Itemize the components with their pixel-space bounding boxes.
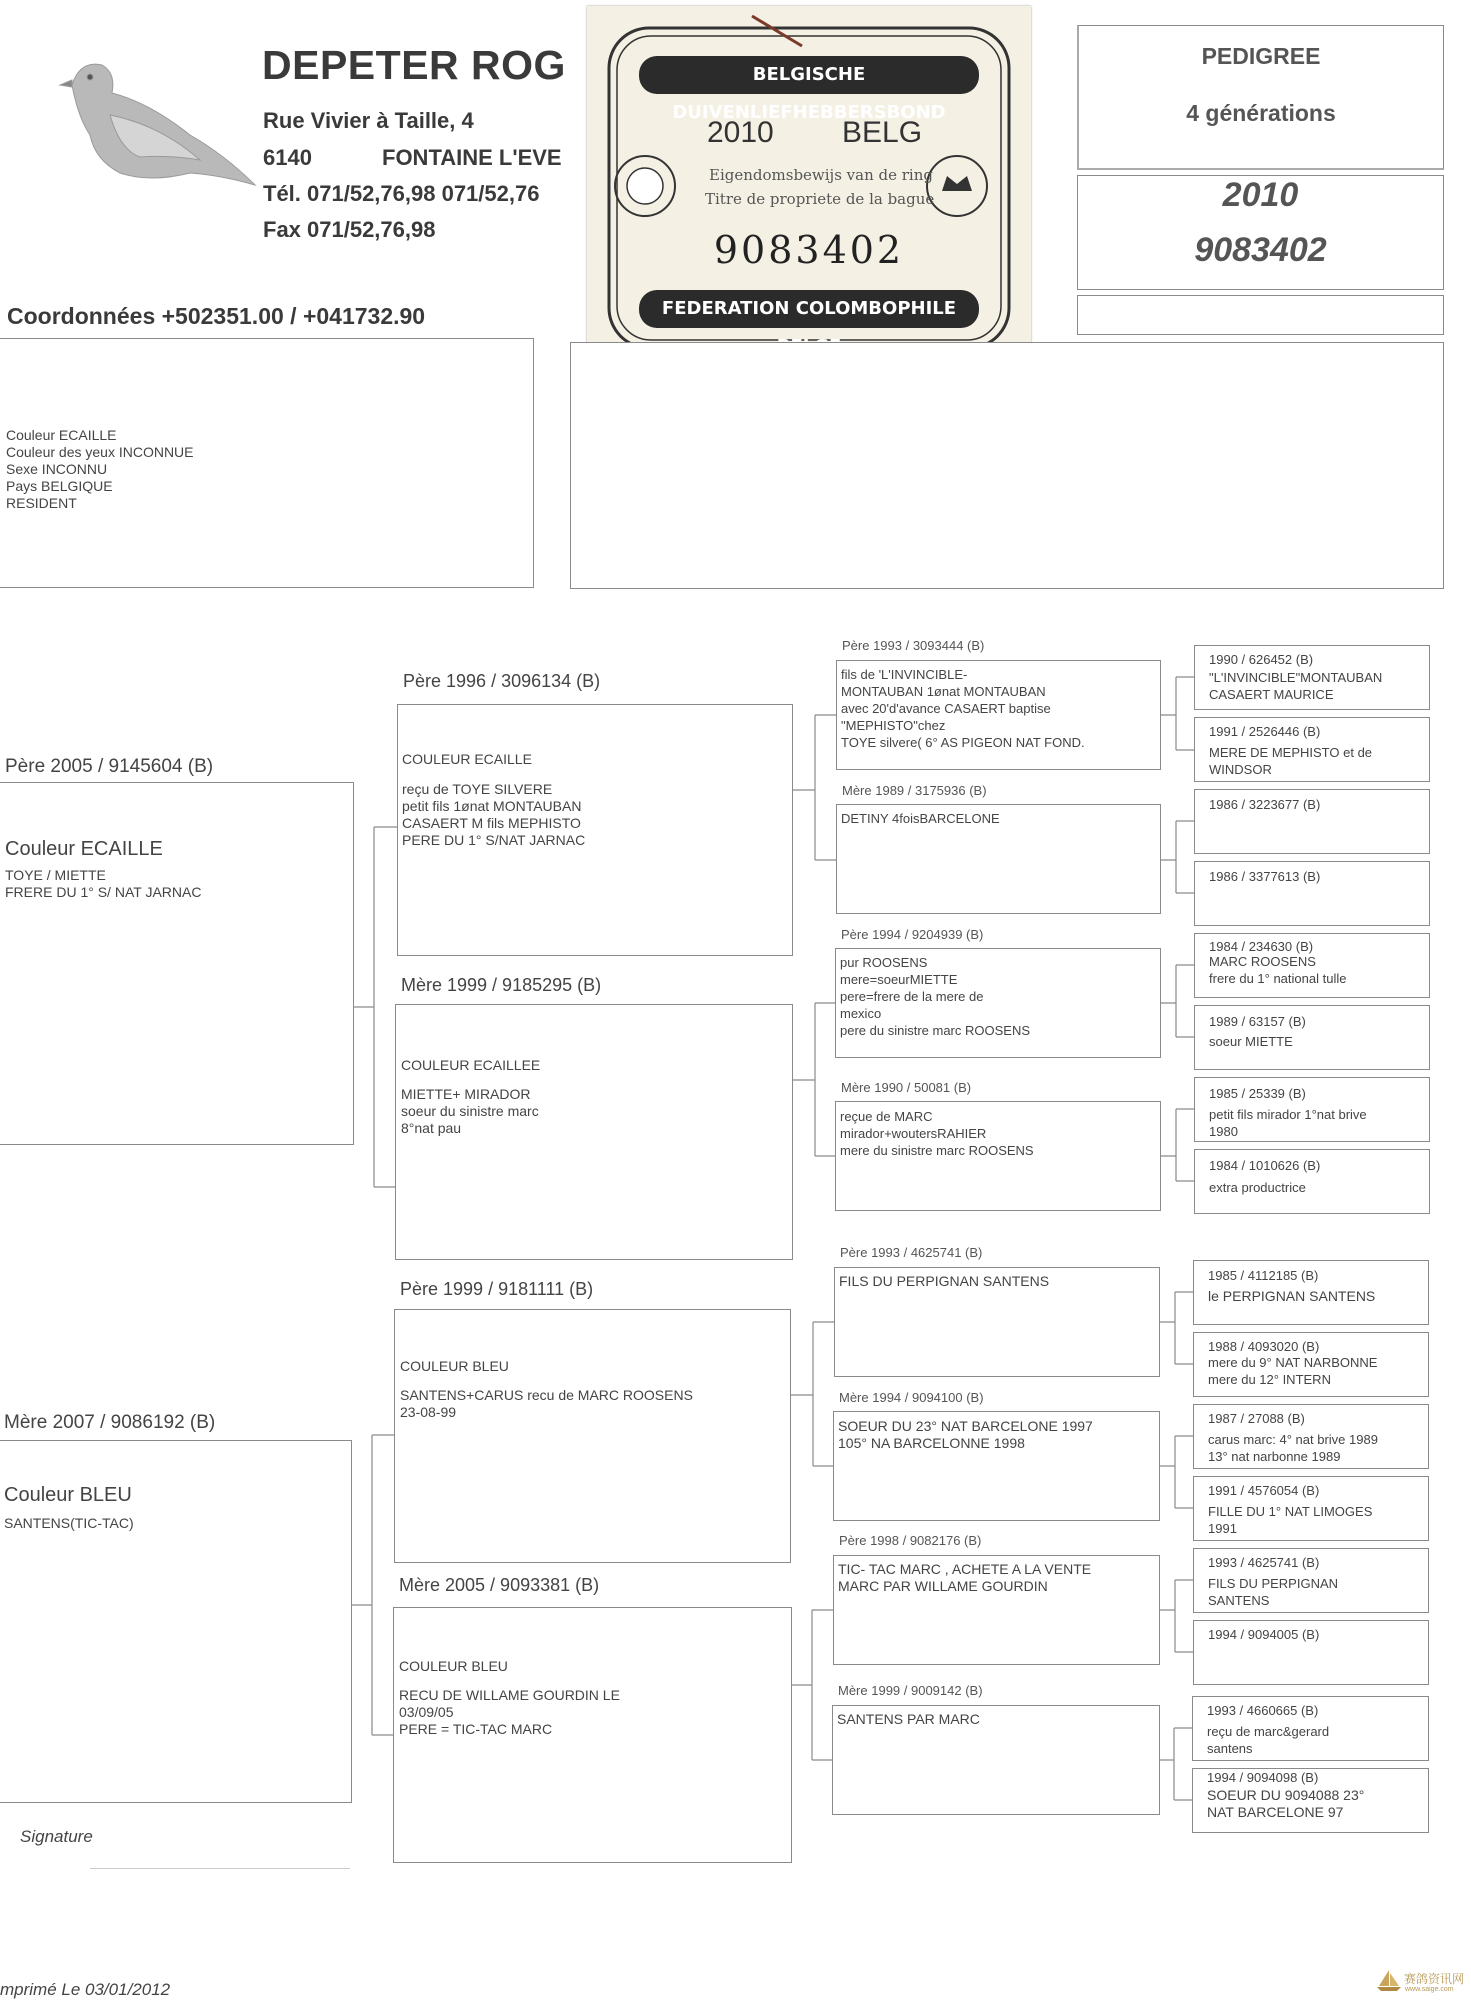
breeder-phone: Tél. 071/52,76,98 071/52,76 [263,181,540,206]
gen3-notes-0: fils de 'L'INVINCIBLE- MONTAUBAN 1ønat MONTAUBAN avec 20'd'avance CASAERT baptise "MEPHISTO"chez TOYE silvere( 6° AS PIGEON NAT FOND. [841,667,1085,750]
watermark-text: 赛鸽资讯网 [1404,1972,1465,1986]
gen2-notes-0: reçu de TOYE SILVERE petit fils 1ønat MONTAUBAN CASAERT M fils MEPHISTO PERE DU 1° S/NAT JARNAC [402,781,586,848]
gen2-notes-3: RECU DE WILLAME GOURDIN LE 03/09/05 PERE = TIC-TAC MARC [399,1687,620,1737]
gen1-label-0: Père 2005 / 9145604 (B) [5,756,214,777]
gen4-label-9: 1988 / 4093020 (B) [1208,1339,1320,1354]
gen2-color-0: COULEUR ECAILLE [402,751,532,767]
gen4-label-2: 1986 / 3223677 (B) [1209,797,1321,812]
gen3-label-7: Mère 1999 / 9009142 (B) [838,1683,983,1698]
gen3-notes-2: pur ROOSENS mere=soeurMIETTE pere=frere de la mere de mexico pere du sinistre marc ROOSENS [840,955,1031,1038]
gen2-label-3: Mère 2005 / 9093381 (B) [399,1575,600,1595]
printed-date: mprimé Le 03/01/2012 [0,1980,171,1999]
gen4-notes-11: FILLE DU 1° NAT LIMOGES 1991 [1208,1504,1373,1536]
card-bottom-banner: FEDERATION COLOMBOPHILE [639,290,979,328]
gen1-color-0: Couleur ECAILLE [5,838,163,860]
ring-number: 9083402 [1194,231,1327,269]
gen3-label-4: Père 1993 / 4625741 (B) [840,1245,983,1260]
gen4-notes-8: le PERPIGNAN SANTENS [1208,1288,1376,1304]
gen2-notes-1: MIETTE+ MIRADOR soeur du sinistre marc 8°nat pau [401,1086,539,1136]
breeder-fax: Fax 071/52,76,98 [263,217,436,242]
breeder-city: FONTAINE L'EVE [382,145,562,170]
gen3-label-2: Père 1994 / 9204939 (B) [841,927,984,942]
gen2-color-3: COULEUR BLEU [399,1658,508,1674]
gen4-label-12: 1993 / 4625741 (B) [1208,1555,1320,1570]
gen2-color-1: COULEUR ECAILLEE [401,1057,541,1073]
gen3-notes-6: TIC- TAC MARC , ACHETE A LA VENTE MARC PAR WILLAME GOURDIN [838,1561,1092,1594]
breeder-postal-code: 6140 [263,145,312,170]
gen2-label-1: Mère 1999 / 9185295 (B) [401,975,602,995]
gen2-notes-2: SANTENS+CARUS recu de MARC ROOSENS 23-08-99 [400,1387,693,1420]
gen4-notes-12: FILS DU PERPIGNAN SANTENS [1208,1576,1339,1608]
gen4-label-13: 1994 / 9094005 (B) [1208,1627,1320,1642]
gen4-notes-10: carus marc: 4° nat brive 1989 13° nat narbonne 1989 [1208,1432,1378,1464]
gen3-notes-1: DETINY 4foisBARCELONE [841,811,1000,826]
ring-year: 2010 [1222,176,1299,214]
gen4-label-3: 1986 / 3377613 (B) [1209,869,1321,884]
gen3-notes-3: reçue de MARC mirador+woutersRAHIER mere du sinistre marc ROOSENS [840,1109,1034,1158]
gen4-notes-7: extra productrice [1209,1180,1306,1195]
gen3-label-0: Père 1993 / 3093444 (B) [842,638,985,653]
gen4-label-5: 1989 / 63157 (B) [1209,1014,1306,1029]
gen3-notes-5: SOEUR DU 23° NAT BARCELONE 1997 105° NA BARCELONNE 1998 [838,1418,1093,1451]
gen2-color-2: COULEUR BLEU [400,1358,509,1374]
breeder-name: DEPETER ROG [262,42,566,88]
gen4-label-6: 1985 / 25339 (B) [1209,1086,1306,1101]
gen1-color-1: Couleur BLEU [4,1484,132,1506]
gen3-label-1: Mère 1989 / 3175936 (B) [842,783,987,798]
card-line-fr: Titre de propriete de la bague [705,190,935,208]
watermark-url: www.saige.com [1405,1986,1454,1993]
gen4-label-0: 1990 / 626452 (B) [1209,652,1314,667]
card-top-banner: BELGISCHE DUIVENLIEFHEBBERSBOND [639,56,979,94]
bird-info-text: Couleur ECAILLE Couleur des yeux INCONNUE Sexe INCONNU Pays BELGIQUE RESIDENT [6,427,194,511]
gen2-label-0: Père 1996 / 3096134 (B) [403,671,601,691]
gen4-notes-14: reçu de marc&gerard santens [1207,1724,1330,1756]
gen1-notes-1: SANTENS(TIC-TAC) [4,1515,134,1531]
signature-label: Signature [20,1827,93,1846]
breeder-address: Rue Vivier à Taille, 4 [263,108,474,133]
gen3-label-5: Mère 1994 / 9094100 (B) [839,1390,984,1405]
gen3-notes-7: SANTENS PAR MARC [837,1711,980,1727]
gen4-notes-5: soeur MIETTE [1209,1034,1293,1049]
gen4-label-8: 1985 / 4112185 (B) [1208,1268,1319,1283]
gen4-label-7: 1984 / 1010626 (B) [1209,1158,1321,1173]
gen2-label-2: Père 1999 / 9181111 (B) [400,1279,594,1299]
coordinates: Coordonnées +502351.00 / +041732.90 [7,303,426,329]
gen4-notes-15: SOEUR DU 9094088 23° NAT BARCELONE 97 [1207,1787,1365,1820]
gen3-notes-4: FILS DU PERPIGNAN SANTENS [839,1273,1050,1289]
gen4-notes-0: "L'INVINCIBLE"MONTAUBAN CASAERT MAURICE [1209,670,1383,702]
gen4-label-1: 1991 / 2526446 (B) [1209,724,1321,739]
gen4-label-10: 1987 / 27088 (B) [1208,1411,1305,1426]
gen3-label-6: Père 1998 / 9082176 (B) [839,1533,982,1548]
pedigree-subtitle: 4 générations [1186,100,1336,126]
gen4-notes-4: MARC ROOSENS frere du 1° national tulle [1209,954,1347,986]
gen3-label-3: Mère 1990 / 50081 (B) [841,1080,972,1095]
gen1-label-1: Mère 2007 / 9086192 (B) [4,1412,216,1433]
gen4-notes-9: mere du 9° NAT NARBONNE mere du 12° INTERN [1208,1355,1378,1387]
gen1-notes-0: TOYE / MIETTE FRERE DU 1° S/ NAT JARNAC [5,867,202,900]
sailboat-logo-icon [1375,1968,1403,1992]
card-ring-number: 9083402 [713,228,905,272]
pedigree-title: PEDIGREE [1201,43,1321,69]
card-year: 2010 [707,116,774,149]
card-line-nl: Eigendomsbewijs van de ring [709,166,933,184]
gen4-label-14: 1993 / 4660665 (B) [1207,1703,1319,1718]
gen4-notes-6: petit fils mirador 1°nat brive 1980 [1209,1107,1367,1139]
gen4-label-11: 1991 / 4576054 (B) [1208,1483,1320,1498]
gen4-label-4: 1984 / 234630 (B) [1209,939,1314,954]
gen4-notes-1: MERE DE MEPHISTO et de WINDSOR [1209,745,1373,777]
card-country: BELG [842,116,923,149]
signature-line [90,1868,350,1869]
gen4-label-15: 1994 / 9094098 (B) [1207,1770,1319,1785]
